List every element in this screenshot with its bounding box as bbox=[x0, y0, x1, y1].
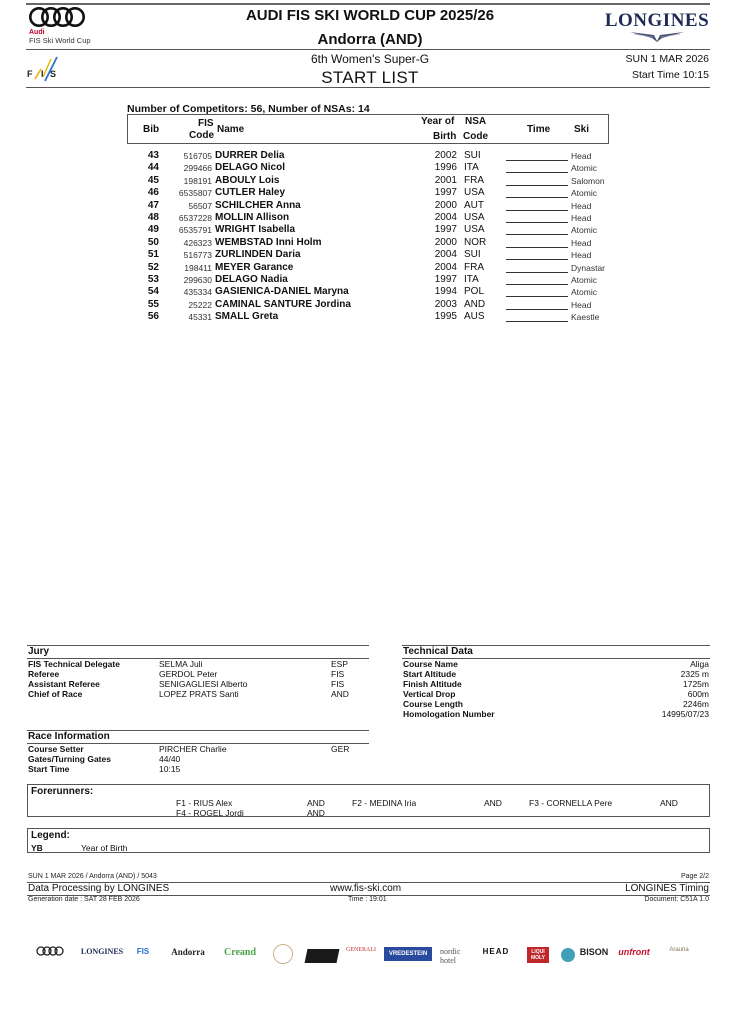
sponsor-comu-ordino-icon bbox=[273, 944, 293, 964]
legend-title: Legend: bbox=[31, 830, 70, 841]
sponsor-creand: Creand bbox=[223, 947, 257, 958]
athlete-name: WRIGHT Isabella bbox=[215, 224, 296, 236]
fis-code: 56507 bbox=[188, 200, 212, 211]
fis-code: 6537228 bbox=[178, 213, 212, 223]
year-of-birth: 1996 bbox=[434, 162, 457, 174]
time-blank bbox=[506, 321, 568, 322]
year-of-birth: 2002 bbox=[434, 150, 457, 161]
sponsor-bison: BISON bbox=[579, 947, 609, 957]
jury-role: Chief of Race bbox=[28, 689, 83, 699]
ski-brand: Atomic bbox=[571, 188, 597, 199]
bib: 44 bbox=[147, 162, 159, 174]
header-fis-code-line2: Code bbox=[189, 130, 214, 141]
table-row bbox=[127, 311, 617, 323]
sponsor-audi-icon bbox=[36, 946, 64, 956]
bib: 45 bbox=[147, 174, 159, 186]
jury-name: LOPEZ PRATS Santi bbox=[159, 689, 239, 699]
bib: 51 bbox=[147, 249, 159, 261]
sponsor-liqui-moly: LIQUI MOLY bbox=[527, 947, 549, 963]
year-of-birth: 1995 bbox=[434, 311, 457, 323]
footer-generation-date: Generation date : SAT 28 FEB 2026 bbox=[28, 896, 140, 903]
header-name: Name bbox=[217, 124, 245, 135]
nsa-code: NOR bbox=[464, 236, 487, 248]
year-of-birth: 2004 bbox=[434, 212, 457, 223]
fis-code: 516705 bbox=[183, 151, 212, 161]
nsa-code: ITA bbox=[464, 162, 479, 174]
header-bottom-rule bbox=[26, 87, 710, 88]
sponsor-andorra: Andorra bbox=[171, 947, 205, 957]
tech-value: 1725m bbox=[683, 679, 709, 689]
time-blank bbox=[506, 197, 568, 198]
sponsor-fis-andorra-icon bbox=[305, 949, 340, 963]
time-blank bbox=[506, 284, 568, 285]
forerunner: F2 - MEDINA Iria bbox=[352, 798, 417, 808]
race-info-label: Gates/Turning Gates bbox=[28, 754, 111, 764]
sponsor-arauna: Arauna bbox=[669, 947, 689, 953]
fis-code: 25222 bbox=[188, 299, 212, 310]
year-of-birth: 1994 bbox=[434, 286, 457, 298]
ski-brand: Head bbox=[571, 151, 592, 161]
athlete-name: DURRER Delia bbox=[215, 150, 285, 161]
event-title: AUDI FIS SKI WORLD CUP 2025/26 bbox=[245, 7, 495, 24]
year-of-birth: 2004 bbox=[434, 249, 457, 261]
race-date: SUN 1 MAR 2026 bbox=[625, 53, 709, 65]
bib: 43 bbox=[147, 150, 159, 161]
header-yob-line2: Birth bbox=[433, 131, 457, 142]
header-time: Time bbox=[527, 124, 551, 135]
ski-brand: Head bbox=[571, 299, 592, 310]
ski-brand: Atomic bbox=[571, 275, 597, 285]
fis-code: 435334 bbox=[183, 287, 212, 298]
fis-code: 45331 bbox=[188, 312, 212, 323]
year-of-birth: 2003 bbox=[434, 298, 457, 310]
jury-name: SENIGAGLIESI Alberto bbox=[159, 679, 248, 689]
race-info-title: Race Information bbox=[28, 731, 110, 742]
table-row bbox=[127, 249, 617, 261]
time-blank bbox=[506, 272, 568, 273]
athlete-name: ABOULY Lois bbox=[215, 174, 280, 186]
time-blank bbox=[506, 222, 568, 223]
sponsor-bison-icon bbox=[561, 948, 575, 962]
time-blank bbox=[506, 259, 568, 260]
table-row bbox=[127, 187, 617, 199]
table-header bbox=[127, 114, 609, 144]
audi-brand-label: Audi bbox=[29, 29, 45, 36]
table-row bbox=[127, 299, 617, 311]
sponsor-generali: GENERALI bbox=[346, 947, 376, 953]
ski-brand: Atomic bbox=[571, 163, 597, 174]
longines-logo: LONGINES bbox=[604, 10, 710, 31]
jury-nsa: FIS bbox=[331, 669, 345, 679]
year-of-birth: 1997 bbox=[434, 224, 457, 236]
bib: 55 bbox=[147, 298, 159, 310]
fis-code: 426323 bbox=[183, 237, 212, 248]
header-fis-code-line1: FIS bbox=[198, 118, 214, 129]
athlete-name: DELAGO Nicol bbox=[215, 162, 286, 174]
tech-title: Technical Data bbox=[403, 646, 473, 657]
race-info-label: Course Setter bbox=[28, 744, 84, 754]
bib: 52 bbox=[147, 261, 159, 273]
ski-brand: Dynastar bbox=[571, 262, 606, 273]
year-of-birth: 1997 bbox=[434, 274, 457, 285]
nsa-code: SUI bbox=[464, 249, 481, 261]
ski-brand: Salomon bbox=[571, 175, 605, 186]
ski-brand: Atomic bbox=[571, 287, 597, 298]
forerunner: F1 - RIUS Alex bbox=[176, 798, 233, 808]
legend-abbr: YB bbox=[31, 843, 43, 853]
table-row bbox=[127, 200, 617, 212]
footer-time: Time : 19:01 bbox=[348, 896, 387, 903]
audi-subtitle: FIS Ski World Cup bbox=[29, 36, 91, 45]
race-info-label: Start Time bbox=[28, 764, 70, 774]
bib: 46 bbox=[147, 187, 159, 199]
time-blank bbox=[506, 247, 568, 248]
nsa-code: ITA bbox=[464, 274, 479, 285]
footer-data-processing: Data Processing by LONGINES bbox=[28, 883, 170, 894]
athlete-name: CUTLER Haley bbox=[215, 187, 286, 199]
athlete-name: DELAGO Nadia bbox=[215, 274, 288, 285]
sponsor-head: HEAD bbox=[482, 947, 510, 956]
ski-brand: Head bbox=[571, 237, 592, 248]
table-row bbox=[127, 175, 617, 187]
year-of-birth: 2000 bbox=[434, 199, 457, 211]
time-blank bbox=[506, 210, 568, 211]
year-of-birth: 2004 bbox=[434, 261, 457, 273]
fis-code: 299466 bbox=[183, 163, 212, 174]
event-location: Andorra (AND) bbox=[317, 31, 423, 48]
footer-page: Page 2/2 bbox=[680, 873, 709, 880]
race-info-value: 10:15 bbox=[159, 764, 181, 774]
top-rule bbox=[26, 3, 710, 5]
sponsor-unfront: unfront bbox=[618, 947, 650, 957]
time-blank bbox=[506, 185, 568, 186]
fis-code: 299630 bbox=[183, 275, 212, 285]
athlete-name: ZURLINDEN Daria bbox=[215, 249, 301, 261]
athlete-name: CAMINAL SANTURE Jordina bbox=[215, 298, 351, 310]
footer-website[interactable]: www.fis-ski.com bbox=[330, 883, 402, 894]
ski-brand: Head bbox=[571, 200, 592, 211]
legend-box bbox=[27, 828, 710, 853]
nsa-code: AUS bbox=[464, 311, 485, 323]
bib: 50 bbox=[147, 236, 159, 248]
time-blank bbox=[506, 296, 568, 297]
tech-label: Vertical Drop bbox=[403, 689, 456, 699]
race-info-nsa: GER bbox=[331, 744, 350, 754]
athlete-name: SMALL Greta bbox=[215, 311, 279, 323]
sponsor-fis: FIS bbox=[136, 947, 150, 956]
nsa-code: USA bbox=[464, 187, 485, 199]
header-divider bbox=[26, 49, 710, 50]
sponsor-vredestein: VREDESTEIN bbox=[384, 947, 432, 961]
athlete-name: MEYER Garance bbox=[215, 261, 294, 273]
tech-value: 600m bbox=[687, 689, 709, 699]
race-name: 6th Women's Super-G bbox=[310, 52, 430, 66]
start-time: Start Time 10:15 bbox=[631, 69, 709, 81]
table-row bbox=[127, 162, 617, 174]
fis-logo-icon bbox=[27, 55, 61, 83]
document-type: START LIST bbox=[321, 68, 419, 87]
bib: 53 bbox=[147, 274, 159, 285]
tech-label: Course Length bbox=[403, 699, 463, 709]
svg-text:F: F bbox=[27, 69, 33, 79]
bib: 47 bbox=[147, 199, 159, 211]
jury-nsa: ESP bbox=[331, 659, 349, 669]
fis-code: 198191 bbox=[183, 175, 212, 186]
jury-name: GERDOL Peter bbox=[159, 669, 218, 679]
sponsor-nordic: nordic hotel bbox=[440, 947, 461, 965]
athlete-name: MOLLIN Allison bbox=[215, 212, 290, 223]
time-blank bbox=[506, 234, 568, 235]
bib: 56 bbox=[147, 311, 159, 323]
forerunner-nsa: AND bbox=[484, 798, 502, 808]
nsa-code: USA bbox=[464, 224, 485, 236]
year-of-birth: 2001 bbox=[434, 174, 457, 186]
bib: 49 bbox=[147, 224, 159, 236]
nsa-code: USA bbox=[464, 212, 485, 223]
fis-code: 516773 bbox=[183, 250, 212, 261]
table-row bbox=[127, 274, 617, 286]
tech-value: 14995/07/23 bbox=[661, 709, 709, 719]
fis-code: 6535791 bbox=[178, 225, 212, 236]
svg-text:S: S bbox=[50, 69, 57, 79]
year-of-birth: 2000 bbox=[434, 236, 457, 248]
table-row bbox=[127, 224, 617, 236]
jury-title: Jury bbox=[28, 646, 50, 657]
footer-timing: LONGINES Timing bbox=[625, 883, 709, 894]
header-nsa-line2: Code bbox=[463, 131, 488, 142]
sponsor-longines: LONGINES bbox=[80, 947, 124, 956]
tech-label: Start Altitude bbox=[403, 669, 457, 679]
header-nsa-line1: NSA bbox=[465, 116, 487, 127]
ski-brand: Atomic bbox=[571, 225, 597, 236]
nsa-code: AUT bbox=[464, 199, 484, 211]
jury-nsa: FIS bbox=[331, 679, 345, 689]
nsa-code: AND bbox=[464, 298, 486, 310]
ski-brand: Head bbox=[571, 213, 592, 223]
jury-role: Assistant Referee bbox=[28, 679, 100, 689]
tech-label: Finish Altitude bbox=[403, 679, 462, 689]
jury-nsa: AND bbox=[331, 689, 349, 699]
bib: 48 bbox=[147, 212, 159, 223]
competitor-counts: Number of Competitors: 56, Number of NSAs: 14 bbox=[127, 103, 370, 115]
table-row bbox=[127, 150, 617, 162]
forerunners-box bbox=[27, 784, 710, 817]
tech-label: Homologation Number bbox=[403, 709, 495, 719]
nsa-code: SUI bbox=[464, 150, 481, 161]
forerunner: F3 - CORNELLA Pere bbox=[529, 798, 613, 808]
footer-document: Document: C51A 1.0 bbox=[644, 896, 709, 903]
race-info-value: PIRCHER Charlie bbox=[159, 744, 227, 754]
year-of-birth: 1997 bbox=[434, 187, 457, 199]
time-blank bbox=[506, 309, 568, 310]
jury-role: Referee bbox=[28, 669, 60, 679]
forerunner-nsa: AND bbox=[660, 798, 678, 808]
forerunners-title: Forerunners: bbox=[31, 786, 94, 797]
header-yob-line1: Year of bbox=[421, 116, 455, 127]
header-ski: Ski bbox=[574, 124, 590, 135]
athlete-name: GASIENICA-DANIEL Maryna bbox=[215, 286, 349, 298]
ski-brand: Head bbox=[571, 250, 592, 261]
longines-wings-icon bbox=[628, 30, 686, 42]
athlete-name: WEMBSTAD Inni Holm bbox=[215, 236, 322, 248]
athlete-name: SCHILCHER Anna bbox=[215, 199, 301, 211]
time-blank bbox=[506, 172, 568, 173]
nsa-code: FRA bbox=[464, 261, 484, 273]
ski-brand: Kaestle bbox=[571, 312, 600, 323]
svg-text:I: I bbox=[41, 69, 44, 79]
tech-label: Course Name bbox=[403, 659, 458, 669]
forerunner-nsa: AND bbox=[307, 808, 325, 818]
tech-value: 2246m bbox=[683, 699, 709, 709]
bib: 54 bbox=[147, 286, 159, 298]
audi-rings-icon bbox=[28, 6, 86, 28]
footer-doc-ref: SUN 1 MAR 2026 / Andorra (AND) / 5043 bbox=[28, 873, 157, 880]
table-row bbox=[127, 262, 617, 274]
header-bib: Bib bbox=[143, 124, 160, 135]
legend-meaning: Year of Birth bbox=[81, 843, 128, 853]
time-blank bbox=[506, 160, 568, 161]
race-info-value: 44/40 bbox=[159, 754, 181, 764]
tech-value: Aliga bbox=[690, 659, 709, 669]
tech-value: 2325 m bbox=[680, 669, 709, 679]
jury-name: SELMA Juli bbox=[159, 659, 203, 669]
nsa-code: POL bbox=[464, 286, 485, 298]
nsa-code: FRA bbox=[464, 174, 484, 186]
forerunner: F4 - ROGEL Jordi bbox=[176, 808, 244, 818]
table-row bbox=[127, 212, 617, 224]
table-row bbox=[127, 286, 617, 298]
fis-code: 198411 bbox=[184, 262, 212, 273]
table-row bbox=[127, 237, 617, 249]
jury-top-rule bbox=[27, 645, 369, 646]
forerunner-nsa: AND bbox=[307, 798, 325, 808]
fis-code: 6535807 bbox=[178, 188, 212, 199]
jury-role: FIS Technical Delegate bbox=[28, 659, 120, 669]
